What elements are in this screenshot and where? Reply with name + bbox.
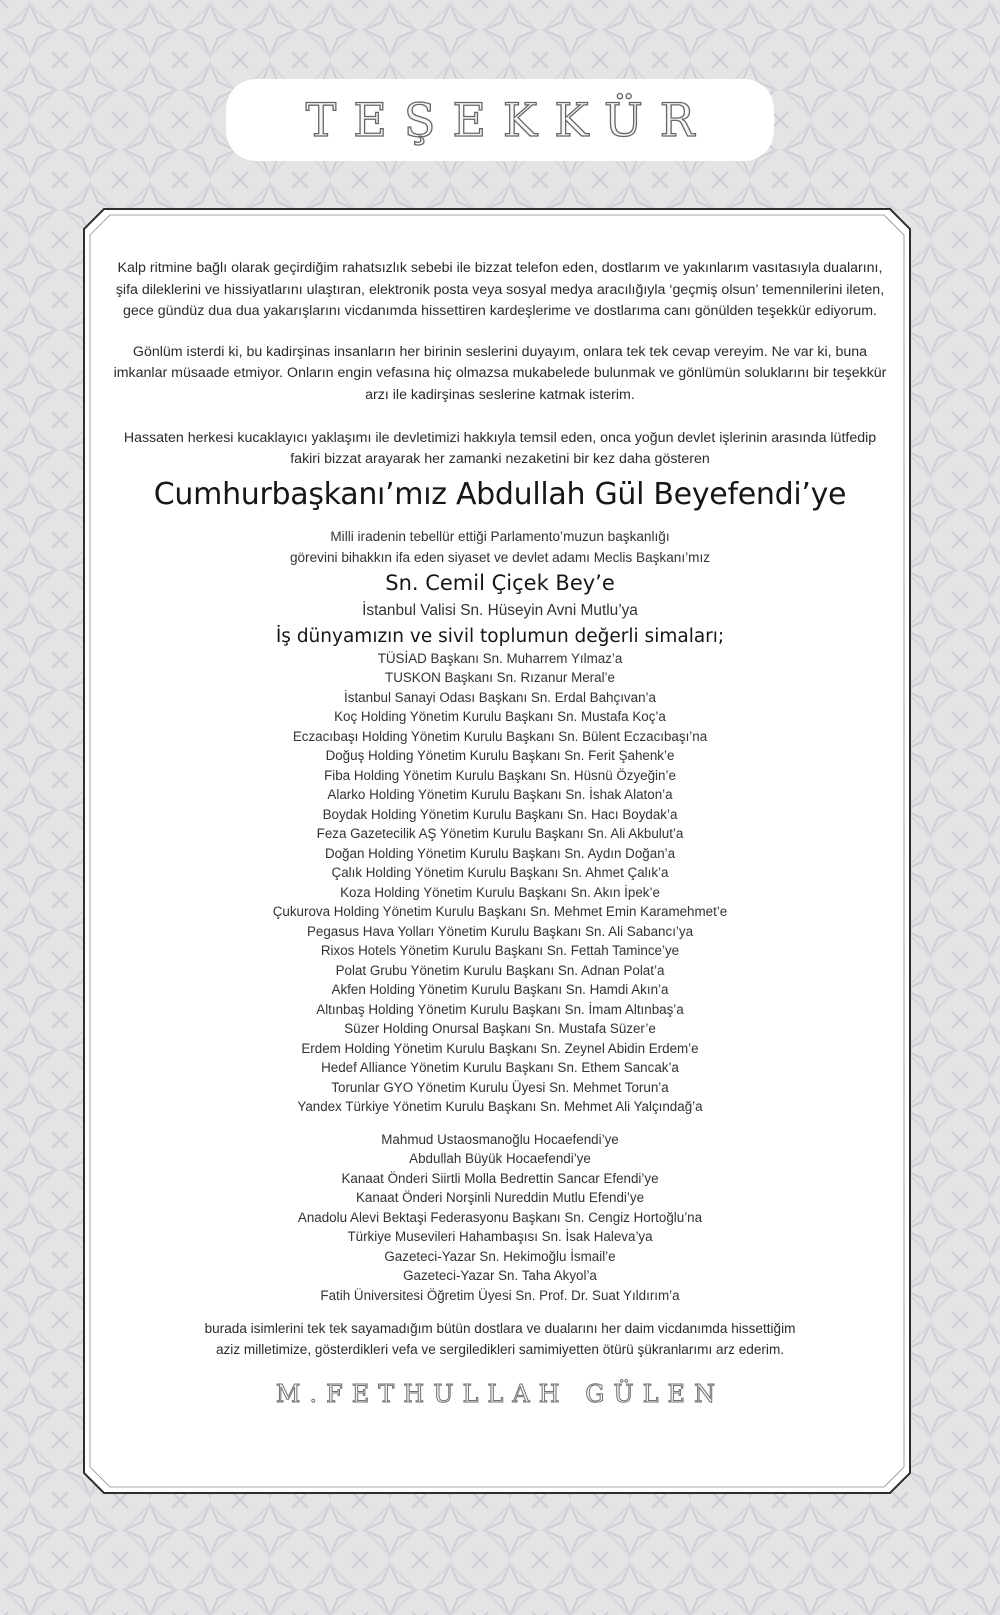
list-item: Kanaat Önderi Norşinli Nureddin Mutlu Efendi’ye <box>355 1190 645 1206</box>
list-item: Rixos Hotels Yönetim Kurulu Başkanı Sn. Fettah Tamince’ye <box>320 943 680 959</box>
closing-line-1: burada isimlerini tek tek sayamadığım bütün dostlara ve dualarını her daim vicdanımda hissettiğim <box>204 1321 796 1337</box>
list-item: Altınbaş Holding Yönetim Kurulu Başkanı Sn. İmam Altınbaş’a <box>316 1001 684 1017</box>
list-item: Doğan Holding Yönetim Kurulu Başkanı Sn. Aydın Doğan’a <box>324 845 676 861</box>
list-item: İstanbul Sanayi Odası Başkanı Sn. Erdal Bahçıvan’a <box>344 689 656 705</box>
list-item: Alarko Holding Yönetim Kurulu Başkanı Sn. İshak Alaton’a <box>327 787 673 803</box>
list-item: TÜSİAD Başkanı Sn. Muharrem Yılmaz’a <box>377 650 623 666</box>
governor-line: İstanbul Valisi Sn. Hüseyin Avni Mutlu’ya <box>362 601 638 619</box>
religious-list <box>110 1130 890 1306</box>
intro-paragraph-1: Kalp ritmine bağlı olarak geçirdiğim rahatsızlık sebebi ile bizzat telefon eden, dostlarım ve yakınlarım vasıtasıyla dualarını, şifa dileklerini ve hissiyatlarını ulaştıran, elektronik posta veya sosyal medya aracılığıyla ‘geçmiş olsun’ temennilerini ileten, gece gündüz dua dua yakarışlarını vicdanımda hissettiren kardeşlerime ve dostlarıma canı gönülden teşekkür ediyorum. <box>115 260 885 320</box>
list-item: Mahmud Ustaosmanoğlu Hocaefendi’ye <box>381 1131 619 1147</box>
list-item: Feza Gazetecilik AŞ Yönetim Kurulu Başkanı Sn. Ali Akbulut’a <box>316 826 684 842</box>
business-heading: İş dünyamızın ve sivil toplumun değerli simaları; <box>275 625 725 647</box>
speaker-intro-1: Milli iradenin tebellür ettiği Parlamento’muzun başkanlığı <box>330 528 670 544</box>
list-item: Çalık Holding Yönetim Kurulu Başkanı Sn. Ahmet Çalık’a <box>331 865 669 881</box>
intro-paragraph-2: Gönlüm isterdi ki, bu kadirşinas insanların her birinin seslerini duyayım, onlara tek tek cevap vereyim. Ne var ki, buna imkanlar müsaade etmiyor. Onların engin vefasına hiç olmazsa mukabelede bulunmak ve gönlümün soluklarını bir teşekkür arzı ile kadirşinas seslerine katmak isterim. <box>113 343 887 403</box>
list-item: Hedef Alliance Yönetim Kurulu Başkanı Sn. Ethem Sancak’a <box>321 1060 679 1076</box>
speaker-intro-2: görevini bihakkın ifa eden siyaset ve devlet adamı Meclis Başkanı’mız <box>289 549 711 565</box>
list-item: Torunlar GYO Yönetim Kurulu Üyesi Sn. Mehmet Torun’a <box>331 1079 669 1095</box>
closing-line-2: aziz milletimize, gösterdikleri vefa ve sergiledikleri samimiyetten ötürü şükranlarımı arz ederim. <box>215 1341 785 1357</box>
list-item: Gazeteci-Yazar Sn. Taha Akyol’a <box>403 1268 597 1284</box>
list-item: Koç Holding Yönetim Kurulu Başkanı Sn. Mustafa Koç’a <box>334 709 666 725</box>
list-item: Akfen Holding Yönetim Kurulu Başkanı Sn. Hamdi Akın’a <box>331 982 669 998</box>
list-item: Kanaat Önderi Siirtli Molla Bedrettin Sancar Efendi’ye <box>341 1170 659 1186</box>
list-item: Erdem Holding Yönetim Kurulu Başkanı Sn. Zeynel Abidin Erdem’e <box>301 1040 699 1056</box>
page-title: TEŞEKKÜR <box>305 93 712 147</box>
intro-paragraph-3: Hassaten herkesi kucaklayıcı yaklaşımı ile devletimizi hakkıyla temsil eden, onca yoğun devlet işlerinin arasında lütfedip fakiri bizzat arayarak her zamanki nezaketini bir kez daha gösteren <box>123 429 877 468</box>
list-item: Boydak Holding Yönetim Kurulu Başkanı Sn. Hacı Boydak’a <box>322 806 678 822</box>
list-item: Koza Holding Yönetim Kurulu Başkanı Sn. Akın İpek’e <box>340 884 660 900</box>
list-item: Eczacıbaşı Holding Yönetim Kurulu Başkanı Sn. Bülent Eczacıbaşı’na <box>292 728 708 744</box>
list-item: Doğuş Holding Yönetim Kurulu Başkanı Sn. Ferit Şahenk’e <box>325 748 675 764</box>
closing-text <box>110 1319 890 1360</box>
list-item: Türkiye Musevileri Hahambaşısı Sn. İsak Haleva’ya <box>347 1229 653 1245</box>
list-item: Gazeteci-Yazar Sn. Hekimoğlu İsmail’e <box>384 1248 616 1264</box>
list-item: Fatih Üniversitesi Öğretim Üyesi Sn. Prof. Dr. Suat Yıldırım’a <box>320 1287 680 1303</box>
list-item: TUSKON Başkanı Sn. Rızanur Meral’e <box>385 670 615 686</box>
speaker-name: Sn. Cemil Çiçek Bey’e <box>385 570 615 595</box>
list-item: Fiba Holding Yönetim Kurulu Başkanı Sn. Hüsnü Özyeğin’e <box>324 767 676 783</box>
list-item: Yandex Türkiye Yönetim Kurulu Başkanı Sn. Mehmet Ali Yalçındağ’a <box>297 1099 703 1115</box>
list-item: Süzer Holding Onursal Başkanı Sn. Mustafa Süzer’e <box>344 1021 656 1037</box>
list-item: Abdullah Büyük Hocaefendi’ye <box>409 1151 591 1167</box>
list-item: Pegasus Hava Yolları Yönetim Kurulu Başkanı Sn. Ali Sabancı’ya <box>306 923 694 939</box>
president-line: Cumhurbaşkanı’mız Abdullah Gül Beyefendi’ye <box>153 476 847 512</box>
list-item: Çukurova Holding Yönetim Kurulu Başkanı Sn. Mehmet Emin Karamehmet’e <box>272 904 728 920</box>
business-list <box>110 649 890 1117</box>
list-item: Anadolu Alevi Bektaşi Federasyonu Başkanı Sn. Cengiz Hortoğlu’na <box>297 1209 703 1225</box>
letter-body <box>110 258 890 1408</box>
list-item: Polat Grubu Yönetim Kurulu Başkanı Sn. Adnan Polat’a <box>335 962 665 978</box>
signature: M.FETHULLAH GÜLEN <box>275 1380 725 1409</box>
